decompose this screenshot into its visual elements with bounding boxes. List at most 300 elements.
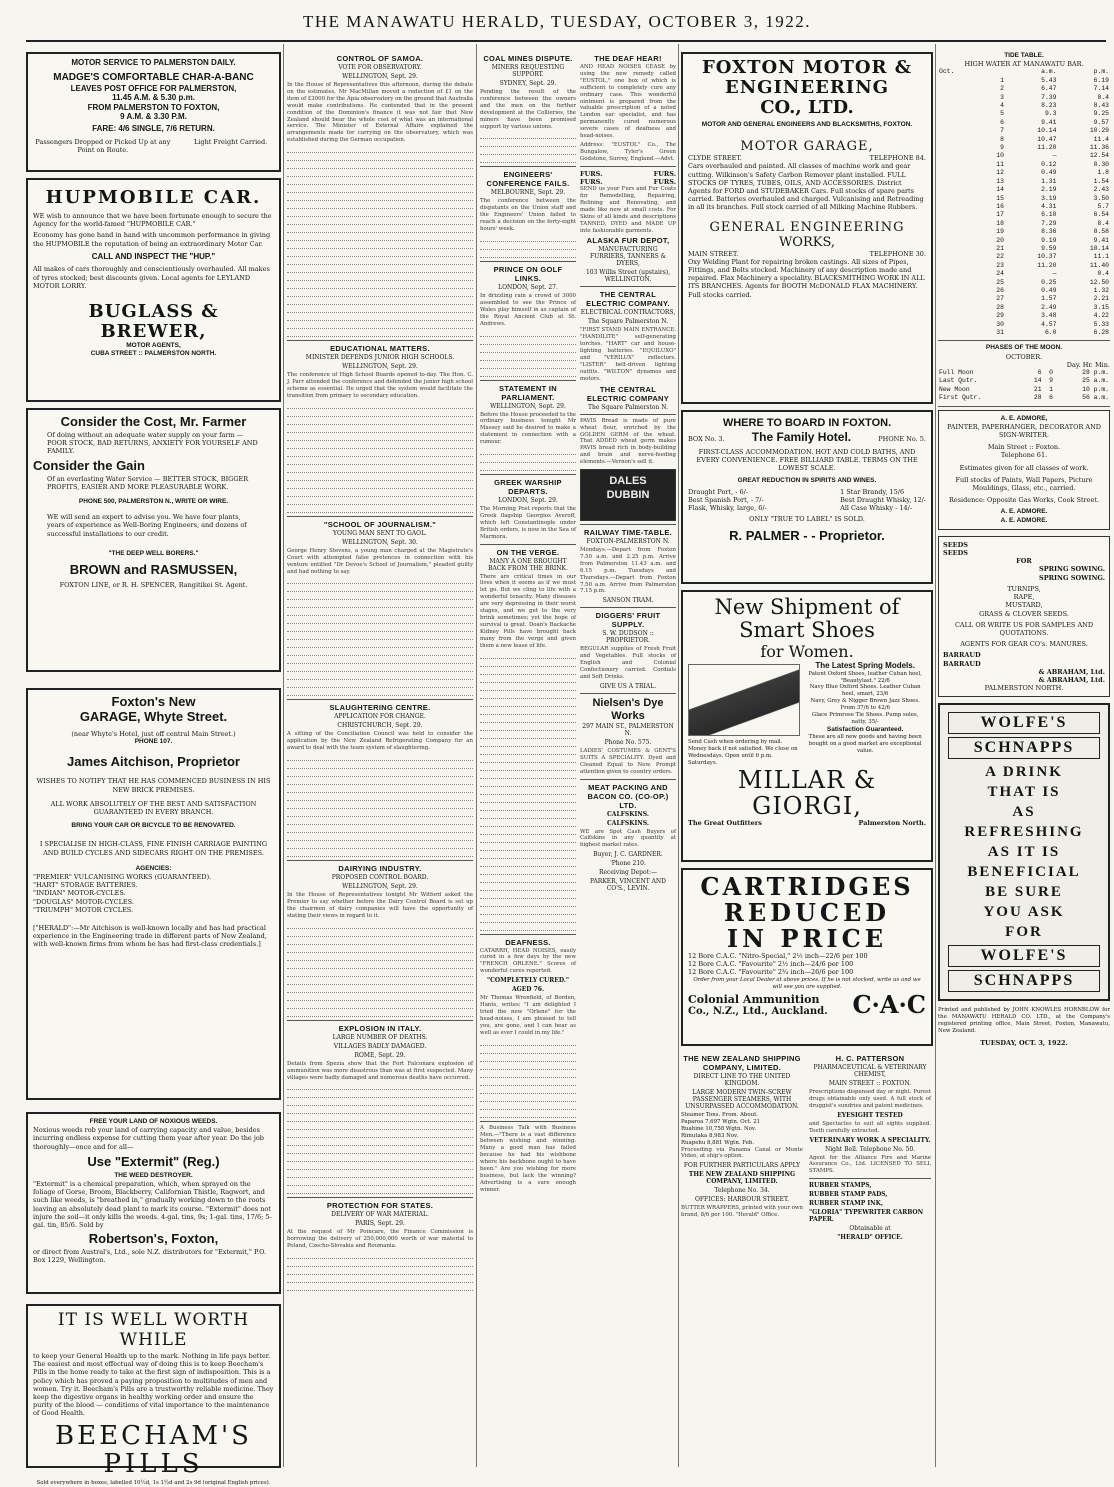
ad-title: A. E. ADMORE. xyxy=(1000,508,1048,516)
tide-pm: 0.4 xyxy=(1097,270,1109,278)
tide-spacer xyxy=(938,228,981,236)
ad-item: GRASS & CLOVER SEEDS. xyxy=(979,609,1069,618)
tide-pm: 6.54 xyxy=(1093,211,1109,219)
tide-spacer xyxy=(938,262,981,270)
ad-address: MAIN STREET. xyxy=(688,249,739,258)
ad-title: Consider the Gain xyxy=(33,457,145,473)
moon-cell: 1 xyxy=(1049,385,1053,393)
tide-spacer xyxy=(938,161,981,169)
ad-text: Mondays.—Depart from Foxton 7.50 a.m. and 2.25 p.m. Arrive from Palmerston 11.43 a.m. and 6.15 p.m. Tuesdays and Thursdays.—Depart from Foxton 7.50 a.m. Arrive from Palmerston 7.15 p.m. xyxy=(580,547,676,595)
ad-address: 297 MAIN ST., PALMERSTON N. xyxy=(582,722,674,737)
ad-phone: Phone No. 575. xyxy=(604,738,652,746)
ad-title: FURS. xyxy=(580,177,603,186)
tide-pm: 11.40 xyxy=(1089,261,1109,269)
article-title: PROTECTION FOR STATES. xyxy=(326,1201,434,1211)
article-dateline: MELBOURNE, Sept. 29. xyxy=(490,189,566,197)
ad-text: FIRST-CLASS ACCOMMODATION. HOT AND COLD BATHS, AND EVERY CONVENIENCE. FREE BILLIARD TABLE. TERMS ON THE LOWEST SCALE. xyxy=(696,448,918,473)
tide-day: 24 xyxy=(996,270,1004,278)
ad-phone: TELEPHONE 84. xyxy=(869,154,926,163)
ad-table-row: Paparoa 7,697 Wgtn. Oct. 21 xyxy=(681,1118,761,1125)
ad-firm: & ABRAHAM, Ltd. xyxy=(1038,667,1105,676)
ad-title: H. C. PATTERSON xyxy=(835,1054,905,1063)
ad-text: LARGE MODERN TWIN-SCREW PASSENGER STEAMERS, WITH UNSURPASSED ACCOMMODATION. xyxy=(685,1089,799,1110)
tide-pm: 2.43 xyxy=(1093,186,1109,194)
tide-am: 6.0 xyxy=(1044,329,1057,336)
article-body: In drizzling rain a crowd of 3000 assembled to see the Prince of Wales play himself in as captain of the Royal Ancient Club at St. Andrews. xyxy=(480,292,576,327)
tide-pm: 10.29 xyxy=(1089,127,1109,135)
ad-brand: DUBBIN xyxy=(606,489,650,502)
tide-row xyxy=(938,136,1110,144)
tide-spacer xyxy=(938,279,981,287)
ad-address: The Square Palmerston N. xyxy=(587,318,669,326)
imprint: Printed and published by JOHN KNOWLES HORNBLOW for the MANAWATU HERALD CO. LTD., at the Company's registered printing office, Main Street, Foxton, Manawatu, New Zealand. xyxy=(938,1007,1110,1035)
ad-hupmobile xyxy=(26,178,281,402)
article xyxy=(480,1125,576,1194)
ad-text: PAVIS Bread is made of pure wheat flour, enriched by the GOLDEN GERM of the wheat. That ADDED wheat germ makes PAVIS bread rich in body-building and brain and nerve-feeding elements.—Vernon's sell it. xyxy=(580,417,676,466)
article-title: PRINCE ON GOLF LINKS. xyxy=(493,264,563,283)
article-body: Pending the result of the conference between the owners and the men on the further development at the Collieries, the miners have been promised support by various unions. xyxy=(480,89,576,130)
ad-owner: S. W. DUDSON :: PROPRIETOR. xyxy=(602,630,654,645)
ad-title: FURS. xyxy=(653,169,676,178)
ad-price: All Case Whisky - 14/- xyxy=(840,504,913,513)
ad-title: Smart Shoes xyxy=(739,618,875,642)
ad-price: Draught Port, - 6/- xyxy=(688,487,749,496)
tide-am: 2.19 xyxy=(1041,186,1057,194)
tide-day: 1 xyxy=(1000,76,1004,84)
ad-item: MUSTARD, xyxy=(1005,601,1043,610)
column-4 xyxy=(681,52,933,1243)
tide-day: 14 xyxy=(996,186,1004,194)
ad-price: 12 Bore C.A.C. "Nitro-Special," 2½ inch—22/6 per 100 xyxy=(688,952,868,960)
ad-motor-service xyxy=(26,52,281,172)
article-body: Details from Spezia show that the Fort Falconara explosion of ammunition was more disastrous than was at first suspected. Many villages were badly damaged and numerous deaths have occurred. xyxy=(287,1060,473,1081)
moon-cell: 21 xyxy=(1033,385,1042,393)
tide-row xyxy=(938,245,1110,253)
tide-spacer xyxy=(938,119,981,127)
ad-text: Proceeding via Panama Canal or Monte Video, at ship's option. xyxy=(681,1146,803,1160)
ad-text: and Spectacles to suit all sights supplied. Teeth carefully extracted. xyxy=(809,1120,931,1134)
ad-headline: IT IS WELL WORTH WHILE xyxy=(57,1310,250,1350)
tide-row xyxy=(938,102,1110,110)
moon-row xyxy=(938,377,1110,385)
tide-day: 12 xyxy=(996,169,1004,177)
ad-title: CO., LTD. xyxy=(760,97,854,118)
ad-brand: SCHNAPPS xyxy=(948,737,1100,759)
ad-phone: Night Bell. Telephone No. 50. xyxy=(824,1145,916,1153)
ad-millar-giorgi xyxy=(681,590,933,862)
ad-item: TURNIPS, xyxy=(1007,584,1041,593)
tide-spacer xyxy=(938,77,981,85)
moon-cell: 9 xyxy=(1049,377,1053,385)
ad-sub: MOTOR AND GENERAL ENGINEERS AND BLACKSMITHS, FOXTON. xyxy=(701,121,913,128)
ad-text: ALL WORK ABSOLUTELY OF THE BEST AND SATISFACTION GUARANTEED IN EVERY BRANCH. xyxy=(50,799,257,817)
tide-row xyxy=(938,262,1110,270)
ad-text: Of an everlasting Water Service — BETTER STOCK, BIGGER PROFITS, EASIER AND MORE PLEASURABLE WORK. xyxy=(47,474,249,491)
ad-title: IN PRICE xyxy=(726,924,888,953)
moon-title: PHASES OF THE MOON. xyxy=(985,344,1063,352)
ad-title: SEEDS xyxy=(943,549,968,558)
ad-text: Prescriptions dispensed day or night. Purest drugs obtainable only used. A full stock of druggist's sundries and patent medicines. xyxy=(809,1089,931,1109)
tide-am: 9.19 xyxy=(1041,236,1057,244)
page-title: THE MANAWATU HERALD, TUESDAY, OCTOBER 3, 1922. xyxy=(302,12,812,31)
ad-proprietor: R. PALMER - - Proprietor. xyxy=(729,527,885,543)
ad-heading: GENERAL ENGINEERING xyxy=(709,219,905,235)
ad-note: Passengers Dropped or Picked Up at any Point on Route. xyxy=(35,137,171,154)
tide-am: 6.10 xyxy=(1041,211,1057,219)
column-divider xyxy=(935,44,936,1467)
moon-cell: Last Qutr. xyxy=(939,377,978,385)
tide-pm: 9.25 xyxy=(1093,110,1109,118)
article xyxy=(287,1024,473,1195)
ad-shipping xyxy=(681,1052,803,1243)
article-dateline: WELLINGTON, Sept. 30. xyxy=(342,538,418,546)
moon-phases xyxy=(938,344,1110,402)
ad-firm-sub: The Great Outfitters xyxy=(688,818,762,827)
tide-spacer xyxy=(938,245,981,253)
ad-text: Residence: Opposite Gas Works, Cook Street. xyxy=(948,496,1100,505)
article-body: Before the House proceeded to the ordinary business tonight Mr Massey said he desired to make a statement in connection with a rumour. xyxy=(480,411,576,446)
ad-phone: PHONE 500, PALMERSTON N., WRITE OR WIRE. xyxy=(78,498,229,506)
ad-hotel-name: The Family Hotel. xyxy=(751,430,852,444)
tide-pm: 0.30 xyxy=(1093,160,1109,168)
ad-address: CUBA STREET :: PALMERSTON NORTH. xyxy=(90,350,217,358)
ad-text: BE SURE xyxy=(985,884,1063,901)
ad-title: WHERE TO BOARD IN FOXTON. xyxy=(722,417,892,429)
ad-eustol xyxy=(580,54,676,163)
tide-day: 6 xyxy=(1000,118,1004,126)
ad-sub: SPRING SOWING. xyxy=(1039,573,1105,582)
tide-pm: 6.28 xyxy=(1093,329,1109,336)
tide-day: 9 xyxy=(1000,144,1004,152)
ad-sub: SANSON TRAM. xyxy=(602,597,654,605)
tide-am: 0.49 xyxy=(1041,169,1057,177)
masthead-rule xyxy=(26,40,1106,42)
ad-furs xyxy=(580,170,676,284)
column-5 xyxy=(938,52,1110,1047)
ad-price: 1 Star Brandy, 15/6 xyxy=(840,487,905,496)
ad-text: (near Whyte's Hotel, just off central Main Street.) xyxy=(71,730,236,738)
ad-sub: CALFSKINS. xyxy=(607,819,649,827)
ad-text: Cars overhauled and painted. All classes of machine work and gear cutting. Wilkinson's Safety Carbon Remover plant installed. FULL STOCKS OF TYRES, TUBES, OILS, AND ACCESSORIES. District Agents for FORD and STUDEBAKER Cars. Full stocks of spare parts carried. Batteries overhauled and charged. Vulcanising and Retreading in all its branches. Full stock carried of all Milking Machine Rubbers. xyxy=(688,162,924,212)
column-3b xyxy=(580,52,676,1462)
ad-box: BOX No. 3. xyxy=(688,435,725,443)
article-subtitle: VOTE FOR OBSERVATORY. xyxy=(338,64,422,71)
ad-price: Flask, Whisky, large, 6/- xyxy=(688,504,767,513)
ad-address: The Square Palmerston N. xyxy=(587,403,669,411)
article-dateline: WELLINGTON, Sept. 29. xyxy=(342,73,418,80)
tide-row xyxy=(938,127,1110,135)
ad-text: Obtainable at xyxy=(849,1225,891,1233)
article-title: ON THE VERGE. xyxy=(496,547,560,557)
article xyxy=(287,703,473,857)
tide-pm: 7.14 xyxy=(1093,85,1109,93)
tide-am-header: a.m. xyxy=(1041,68,1057,76)
ad-title: THE CENTRAL ELECTRIC COMPANY. xyxy=(586,290,670,309)
ad-family-hotel xyxy=(681,410,933,584)
ad-text: ONLY "TRUE TO LABEL" IS SOLD. xyxy=(749,515,865,524)
tide-subtitle: HIGH WATER AT MANAWATU BAR. xyxy=(964,60,1084,69)
article xyxy=(287,344,473,513)
tide-row xyxy=(938,94,1110,102)
article xyxy=(287,520,473,697)
tide-pm: 3.50 xyxy=(1093,194,1109,202)
article-body: A Business Talk with Business Men.—"There is a vast difference between wishing and winning. Many a good man has failed because he had his wishbone where his backbone ought to have been." Are you wishing for more business, but lack the winning? Advertising is a sure enough winner. xyxy=(480,1124,576,1193)
moon-cell: First Qutr. xyxy=(939,394,982,402)
tide-day: 19 xyxy=(996,228,1004,236)
moon-cell: 25 a.m. xyxy=(1082,377,1109,385)
ad-text: BUTTER WRAPPERS, printed with your own brand, 8/6 per 100. "Herald" Office. xyxy=(681,1205,803,1219)
moon-cell: 28 xyxy=(1033,394,1042,402)
article-title: COAL MINES DISPUTE. xyxy=(483,54,573,63)
column-divider xyxy=(476,44,477,1467)
article-body: The conference of High School Boards opened to-day. The Hon. C. J. Parr attended the conference and defended the junior high school scheme as essential. He urged that the system would facilitate the transition from primary to secondary education. xyxy=(287,372,473,399)
tide-day: 5 xyxy=(1000,110,1004,118)
ad-text: Economy has gone hand in hand with uncommon performance in giving the HUPMOBILE the reputation of being an extraordinary Motor Car. xyxy=(33,231,271,248)
ad-agency: "PREMIER" VULCANISING WORKS (GUARANTEED). xyxy=(33,873,212,882)
tide-pm: 11.4 xyxy=(1093,135,1109,143)
ad-brand: SCHNAPPS xyxy=(948,970,1100,992)
article-title: DAIRYING INDUSTRY. xyxy=(338,864,422,874)
article-subtitle: APPLICATION FOR CHANGE. xyxy=(334,713,426,721)
ad-text: REFRESHING xyxy=(964,824,1084,841)
ad-firm: Robertson's, Foxton, xyxy=(88,1231,219,1247)
ad-address: Main Street :: Foxton. xyxy=(987,443,1061,452)
ad-text: Estimates given for all classes of work. xyxy=(959,463,1089,472)
ad-text: LADIES' COSTUMES & GENT'S SUITS A SPECIALITY. Dyed and Cleaned Equal to New. Prompt attention given to country orders. xyxy=(580,747,676,775)
tide-pm-header: p.m. xyxy=(1093,68,1109,76)
ad-beechams xyxy=(26,1304,281,1486)
article-dateline: WELLINGTON, Sept. 29. xyxy=(490,402,566,410)
ad-note: ["HERALD":—Mr Aitchison is well-known locally and has had practical experience in the Engineering trade in different parts of New Zealand, with well-known firms from whom he has had first-class credentials.] xyxy=(33,924,267,949)
ad-line: FROM PALMERSTON TO FOXTON, xyxy=(87,102,220,112)
tide-row xyxy=(938,161,1110,169)
ad-address: OFFICES: HARBOUR STREET. xyxy=(694,1196,790,1204)
ad-note: Light Freight Carried. xyxy=(194,137,268,146)
ad-sub: The Latest Spring Models. xyxy=(815,661,915,670)
article-body: In the House of Representatives this afternoon, during the debate on the estimates, Mr MacMillan moved a reduction of £1 on the item of £3000 for the Apia observatory on the ground that Australia would make contributions. He contended that in the present condition of the Dominion's finance it was not fair that New Zealand should bear the whole cost of what was an international service. The Minister of External Affairs explained the arrangements made for carrying on the observatory, which was established during the German occupation. xyxy=(287,82,473,144)
ad-text: BRING YOUR CAR OR BICYCLE TO BE RENOVATED. xyxy=(71,822,236,830)
ad-title: for Women. xyxy=(760,642,854,661)
article xyxy=(287,1201,473,1291)
tide-spacer xyxy=(938,237,981,245)
tide-spacer xyxy=(938,270,981,278)
tide-spacer xyxy=(938,102,981,110)
tide-spacer xyxy=(938,287,981,295)
tide-pm: 12.50 xyxy=(1089,278,1109,286)
ad-text: Of doing without an adequate water supply on your farm — POOR STOCK, BAD RETURNS, ANXIETY FOR YOURSELF AND FAMILY. xyxy=(47,431,258,456)
tide-spacer xyxy=(938,304,981,312)
moon-row xyxy=(938,386,1110,394)
ad-line: 11.45 A.M. & 5.30 p.m. xyxy=(112,93,195,103)
ad-item: RAPE, xyxy=(1013,593,1035,602)
shoe-illustration xyxy=(688,664,800,736)
article-body: A sitting of the Conciliation Council was held to consider the application by the New Zealand Refrigerating Company for an award to deal with the team system of slaughtering. xyxy=(287,731,473,752)
column-1 xyxy=(26,52,281,1486)
article xyxy=(287,864,473,1017)
ad-item: Navy Blue Oxford Shoes. Leather Cuban heel, smart, 23/6 xyxy=(809,684,921,698)
tide-pm: 1.32 xyxy=(1093,286,1109,294)
tide-row xyxy=(938,169,1110,177)
ad-title: GARAGE, Whyte Street. xyxy=(79,709,228,724)
ad-firm: MILLAR & GIORGI, xyxy=(737,765,877,820)
ad-sub: GREAT REDUCTION IN SPIRITS AND WINES. xyxy=(737,476,877,484)
article xyxy=(480,548,576,931)
ad-pavis xyxy=(580,418,676,466)
article-body: The Morning Post reports that the Greek flagship Georgios Averoff, which left Constantinople under British orders, is now in the Sea of Marmora. xyxy=(480,506,576,540)
moon-columns: Day. Hr. Min. xyxy=(1066,360,1110,369)
tide-day: 20 xyxy=(996,236,1004,244)
ad-title: Foxton's New xyxy=(111,694,196,709)
ad-line: LEAVES POST OFFICE FOR PALMERSTON, xyxy=(70,83,237,93)
ad-text: YOU ASK xyxy=(983,904,1065,921)
ad-text: CALL OR WRITE US FOR SAMPLES AND QUOTATIONS. xyxy=(954,620,1094,637)
article-body: The conference between the disputants on the Union staff and the Engineers' Union failed to reach a decision on the forty-eight hours' week. xyxy=(480,198,576,233)
ad-title: FURS. xyxy=(580,169,603,178)
tide-spacer xyxy=(938,195,981,203)
tide-pm: 3.15 xyxy=(1093,303,1109,311)
ad-sub: SPRING SOWING. xyxy=(1039,565,1105,574)
tide-pm: 8.4 xyxy=(1097,93,1109,101)
tide-table xyxy=(938,52,1110,337)
tide-am: — xyxy=(1052,270,1057,278)
article-dateline: ROME, Sept. 29. xyxy=(354,1051,406,1059)
ad-text: Agent for the Alliance Fire and Marine Assurance Co., Ltd. LICENSED TO SELL STAMPS. xyxy=(809,1154,931,1175)
ad-title: FURS. xyxy=(653,177,676,186)
tide-row xyxy=(938,186,1110,194)
tide-am: 1.57 xyxy=(1041,295,1057,303)
article xyxy=(480,938,576,1118)
tide-pm: 1.54 xyxy=(1093,177,1109,185)
ad-firm: PARKER, VINCENT AND CO'S., LEVIN. xyxy=(589,878,666,893)
tide-row xyxy=(938,144,1110,152)
ad-price: Best Spanish Port, - 7/- xyxy=(688,496,764,505)
tide-row xyxy=(938,295,1110,303)
tide-day: 31 xyxy=(996,329,1004,336)
ad-price: Best Draught Whisky, 12/- xyxy=(840,496,926,505)
article xyxy=(480,54,576,163)
ad-text: These are all new goods and having been bought on a good market are exceptional value. xyxy=(808,734,922,754)
ad-address: Address: "EUSTOL" Co., The Bungalow, Tyler's Green Godstone, Surrey, England.—Advt. xyxy=(580,141,676,162)
moon-cell: 6 xyxy=(1037,369,1042,377)
ad-buyer: Buyer, J. C. GARDNER. xyxy=(593,851,663,859)
ad-note: Order from your Local Dealer at above prices. If he is not stocked, write us and we will see you are supplied. xyxy=(693,976,921,990)
tide-row xyxy=(938,203,1110,211)
article-subtitle: MINISTER DEFENDS JUNIOR HIGH SCHOOLS. xyxy=(305,354,455,362)
ad-title: A. E. ADMORE. xyxy=(1000,516,1048,524)
column-3 xyxy=(480,52,576,1462)
ad-route: FOXTON-PALMERSTON N. xyxy=(586,538,670,546)
tide-day: 16 xyxy=(996,202,1004,210)
ad-text: All makes of cars thoroughly and conscientiously overhauled. All makes of tyres stocked; best discounts given. Local agents for LEYLAND MOTOR LORRY. xyxy=(33,265,270,290)
ad-title: HUPMOBILE CAR. xyxy=(45,187,262,208)
tide-row xyxy=(938,220,1110,228)
ad-firm: BARRAUD xyxy=(943,651,981,660)
article-dateline: WELLINGTON, Sept. 29. xyxy=(342,363,418,371)
ad-foxton-garage xyxy=(26,688,281,1100)
article-body: CATARRH, HEAD NOISES, easily cured in a few days by the new "FRENCH ORLENE." Scores of wonderful cures reported. xyxy=(480,947,576,975)
ad-address: PALMERSTON NORTH. xyxy=(984,684,1064,693)
ad-price: 12 Bore C.A.C. "Favourite" 2¾ inch—26/6 per 100 xyxy=(688,968,854,977)
ad-text: WE wish to announce that we have been fortunate enough to secure the Agency for the world-famed "HUPMOBILE CAR." xyxy=(33,212,272,229)
tide-spacer xyxy=(938,152,981,160)
ad-heading: FREE YOUR LAND OF NOXIOUS WEEDS. xyxy=(89,1118,218,1125)
article-body: In the House of Representatives tonight Mr Witford asked the Premier to say whether before the Dairy Control Board is set up the chairmen of dairy companies will have the opportunity of stating their views in regard to it. xyxy=(287,892,473,919)
ad-text: Oxy Welding Plant for repairing broken castings. All sizes of Pipes, Fittings, and Bolts stocked. Machinery of any description made and repaired. Flax Machinery a speciality. BLACKSMITHING WORK IN ALL ITS BRANCHES. Agents for BOOTH McDONALD FLAX MACHINERY. Full stocks carried. xyxy=(688,257,925,299)
article-dateline: SYDNEY, Sept. 29. xyxy=(499,80,557,87)
ad-cartridges xyxy=(681,868,933,1046)
tide-pm: 5.33 xyxy=(1093,320,1109,328)
ad-table-row: Ruahine 10,758 Wgtn. Nov. xyxy=(681,1125,757,1132)
tide-am: 9.3 xyxy=(1044,110,1057,118)
tide-day: 11 xyxy=(996,160,1004,168)
tide-title: TIDE TABLE. xyxy=(1004,52,1044,59)
article-dateline: CHRISTCHURCH, Sept. 29. xyxy=(337,722,423,730)
ad-table-row: Rimutaka 8,983 Nov. xyxy=(681,1132,739,1139)
ad-firm: BROWN and RASMUSSEN, xyxy=(69,562,238,578)
moon-row xyxy=(938,369,1110,377)
ad-heading: MOTOR SERVICE TO PALMERSTON DAILY. xyxy=(71,58,236,67)
ad-text: Noxious weeds rob your land of carrying capacity and value, besides incurring endless expense for cutting them year after year. Do the job thoroughly—once and for all— xyxy=(33,1126,264,1151)
tide-spacer xyxy=(938,312,981,320)
tide-day: 27 xyxy=(996,295,1004,303)
ad-item: Patent Oxford Shoes, leather Cuban heel, "Beautylast." 22/6 xyxy=(808,670,922,684)
tide-pm: 5.7 xyxy=(1097,202,1109,210)
ad-seeds xyxy=(938,536,1110,697)
article-title: ENGINEERS' CONFERENCE FAILS. xyxy=(486,170,570,189)
ad-firm: Colonial Ammunition xyxy=(688,992,820,1006)
ad-well-borers xyxy=(26,408,281,672)
ad-address: CLYDE STREET. xyxy=(688,154,742,163)
tide-day: 21 xyxy=(996,244,1004,252)
article-subtitle: AGED 76. xyxy=(511,986,545,994)
ad-item: Glace Primrose Tie Shoes. Pump soles, natty, 35/- xyxy=(811,712,919,725)
moon-row xyxy=(938,394,1110,402)
tide-row xyxy=(938,119,1110,127)
issue-date: TUESDAY, OCT. 3, 1922. xyxy=(980,1038,1068,1047)
ad-item: RUBBER STAMP PADS, xyxy=(809,1191,888,1199)
article-title: DEAFNESS. xyxy=(505,937,551,947)
tide-am: 10.37 xyxy=(1037,253,1057,261)
ad-item: RUBBER STAMP INK, xyxy=(809,1200,883,1208)
tide-am: 5.43 xyxy=(1041,76,1057,84)
article-body: George Henry Stevens, a young man charged at the Magistrate's Court with attempted false pretences in connection with his venture entitled "Dr Devoe's School of Journalism," pleaded guilty and had nothing to say. xyxy=(287,547,473,575)
moon-cell: 0 xyxy=(1049,369,1053,377)
ad-firm: Co., N.Z., Ltd., Auckland. xyxy=(688,1005,828,1017)
ad-title: DIGGERS' FRUIT SUPPLY. xyxy=(595,611,661,630)
ad-sub: CALFSKINS. xyxy=(607,810,649,818)
tide-spacer xyxy=(938,136,981,144)
tide-row xyxy=(938,287,1110,295)
article-title: EXPLOSION IN ITALY. xyxy=(338,1023,422,1033)
ad-title: ENGINEERING xyxy=(724,77,890,98)
tide-am: 11.20 xyxy=(1037,261,1057,269)
ad-item: Navy, Grey & Nigger Brown Jazz Shoes. From 37/6 to 42/6 xyxy=(810,698,920,712)
moon-cell: 14 xyxy=(1033,377,1042,385)
ad-meat-packing xyxy=(580,783,676,893)
tide-day: 4 xyxy=(1000,102,1004,110)
ad-brand: PILLS xyxy=(103,1448,204,1479)
tide-day: 2 xyxy=(1000,85,1004,93)
cac-logo: C·A·C xyxy=(852,990,926,1020)
ad-sub: VETERINARY WORK A SPECIALITY. xyxy=(809,1136,931,1144)
ad-callout: Satisfaction Guaranteed. xyxy=(826,725,904,733)
tide-am: 9.41 xyxy=(1041,118,1057,126)
ad-title: MEAT PACKING AND BACON CO. (CO-OP.) LTD. xyxy=(587,782,669,810)
article-body: At the request of Mr Poincare, the Finance Commission is borrowing the delivery of 250,000,000 worth of war material to Poland, Czecho-Slovakia and Roumania. xyxy=(287,1229,473,1250)
tide-month: Oct. xyxy=(939,68,955,76)
ad-address: Palmerston North. xyxy=(858,818,926,827)
moon-cell: 56 a.m. xyxy=(1082,394,1109,402)
